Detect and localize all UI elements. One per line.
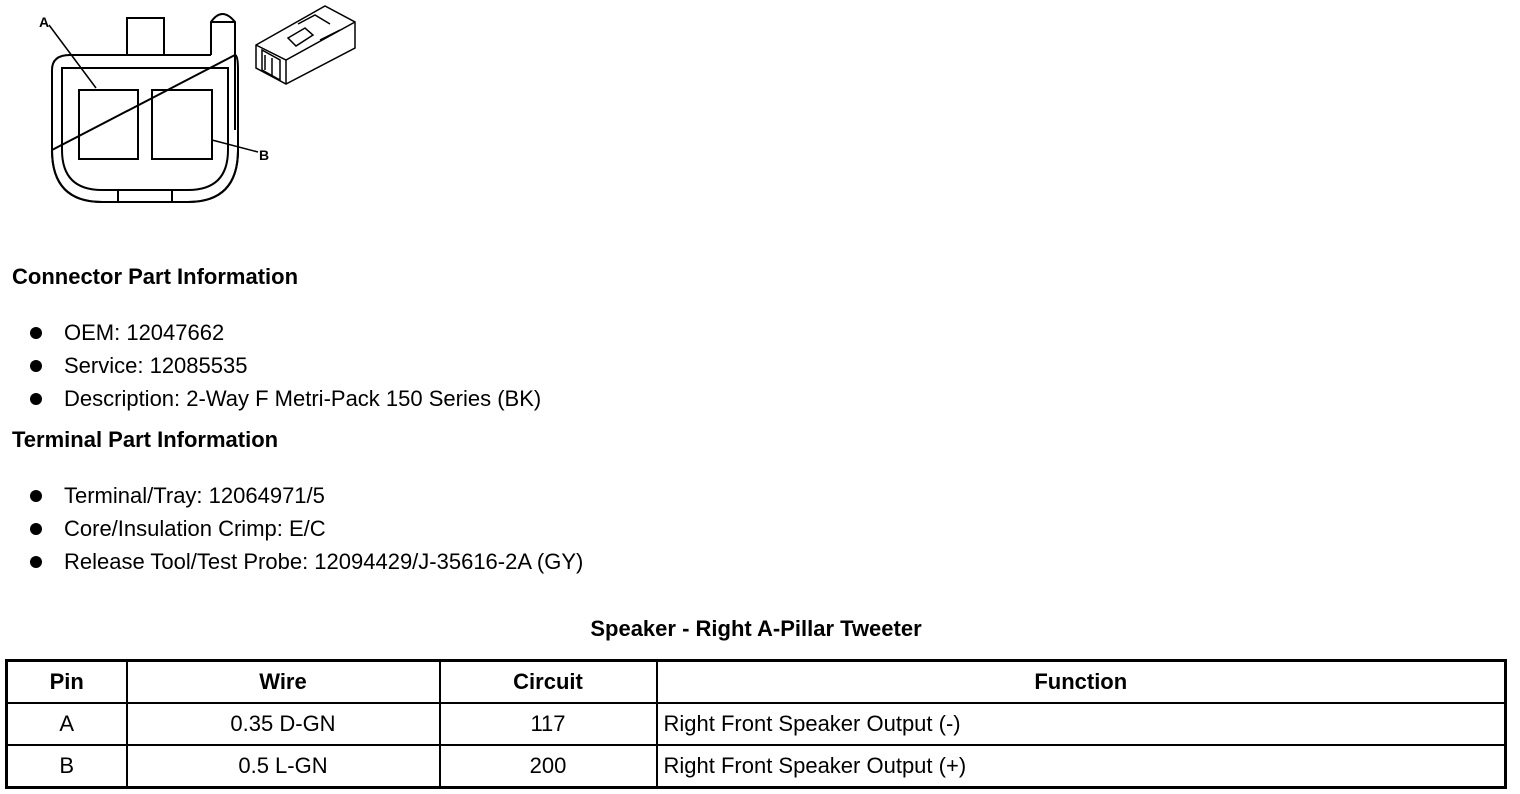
list-item <box>28 349 541 382</box>
connector-diagram <box>0 0 380 220</box>
list-item <box>28 479 583 512</box>
cell-pin: A <box>7 703 127 745</box>
bullet-icon <box>30 360 42 372</box>
cavity-a <box>79 90 138 159</box>
cavity-b <box>152 90 212 159</box>
header-circuit: Circuit <box>440 661 657 704</box>
list-item <box>28 512 583 545</box>
header-function: Function <box>657 661 1506 704</box>
cavity-label-b: B <box>259 147 270 163</box>
connector-housing-inner <box>62 68 228 190</box>
connector-info-title: Connector Part Information <box>12 264 299 289</box>
list-item <box>28 382 541 415</box>
connector-info-list <box>28 316 541 415</box>
terminal-info-list <box>28 479 583 578</box>
table-row <box>7 745 1506 788</box>
list-item <box>28 545 583 578</box>
header-wire: Wire <box>127 661 440 704</box>
cell-pin: B <box>7 745 127 788</box>
bullet-icon <box>30 490 42 502</box>
connector-lock-finger <box>211 14 235 130</box>
list-item-text: Service: 12085535 <box>64 352 248 378</box>
list-item-text: Description: 2-Way F Metri-Pack 150 Series (BK) <box>64 385 542 411</box>
bullet-icon <box>30 393 42 405</box>
bullet-icon <box>30 327 42 339</box>
terminal-info-title: Terminal Part Information <box>12 427 279 452</box>
list-item-text: Terminal/Tray: 12064971/5 <box>64 482 325 508</box>
cavity-label-a: A <box>39 14 50 30</box>
connector-3d-icon <box>256 6 355 84</box>
list-item-text: Core/Insulation Crimp: E/C <box>64 515 326 541</box>
cell-function: Right Front Speaker Output (-) <box>657 703 1506 745</box>
cell-function: Right Front Speaker Output (+) <box>657 745 1506 788</box>
header-pin: Pin <box>7 661 127 704</box>
table-header-row <box>7 661 1506 704</box>
cell-wire: 0.35 D-GN <box>127 703 440 745</box>
cell-circuit: 200 <box>440 745 657 788</box>
bullet-icon <box>30 556 42 568</box>
leader-b <box>212 140 258 152</box>
list-item-text: OEM: 12047662 <box>64 319 225 345</box>
table-row <box>7 703 1506 745</box>
connector-latch <box>127 18 164 55</box>
pin-table-title: Speaker - Right A-Pillar Tweeter <box>590 616 922 641</box>
list-item <box>28 316 541 349</box>
pin-table <box>5 659 1507 789</box>
leader-a <box>49 25 96 88</box>
cell-circuit: 117 <box>440 703 657 745</box>
bullet-icon <box>30 523 42 535</box>
list-item-text: Release Tool/Test Probe: 12094429/J-35616-2A (GY) <box>64 548 584 574</box>
cell-wire: 0.5 L-GN <box>127 745 440 788</box>
